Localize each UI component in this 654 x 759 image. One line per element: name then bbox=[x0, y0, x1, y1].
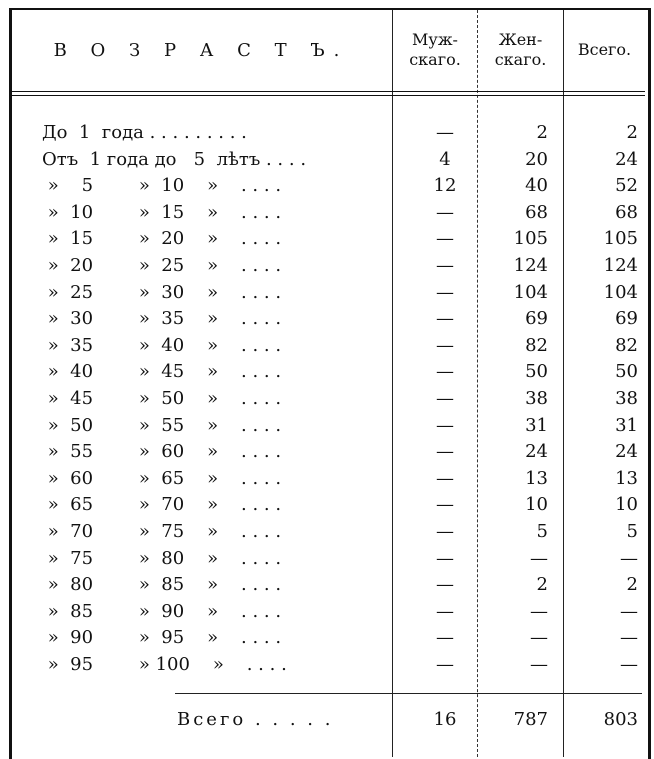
table-body bbox=[12, 120, 645, 678]
header-rule-2 bbox=[12, 95, 645, 96]
row-male: — bbox=[436, 547, 454, 569]
table-row bbox=[12, 652, 645, 679]
table-row bbox=[12, 120, 645, 147]
row-male: — bbox=[436, 494, 454, 516]
table-row bbox=[12, 200, 645, 227]
row-male: — bbox=[436, 228, 454, 250]
header-female-line1: Жен- bbox=[498, 30, 543, 49]
row-male: — bbox=[436, 254, 454, 276]
row-female: 40 bbox=[525, 175, 548, 197]
row-female: 38 bbox=[525, 387, 548, 409]
row-male: — bbox=[436, 281, 454, 303]
row-male: — bbox=[436, 441, 454, 463]
row-label: » 5 » 10 » . . . . bbox=[42, 175, 282, 197]
row-total: — bbox=[620, 600, 638, 622]
row-female: 20 bbox=[525, 148, 548, 170]
table-row bbox=[12, 147, 645, 174]
row-label: » 10 » 15 » . . . . bbox=[42, 201, 282, 223]
row-total: 10 bbox=[615, 494, 638, 516]
table-row bbox=[12, 572, 645, 599]
totals-row bbox=[12, 705, 645, 735]
row-female: 104 bbox=[513, 281, 548, 303]
row-total: 52 bbox=[615, 175, 638, 197]
header-total: Всего. bbox=[577, 40, 632, 59]
row-male: — bbox=[436, 122, 454, 143]
header-age: В О З Р А С Т Ъ. bbox=[53, 39, 349, 61]
row-label: » 70 » 75 » . . . . bbox=[42, 520, 282, 542]
header-female bbox=[478, 10, 563, 90]
table-row bbox=[12, 439, 645, 466]
row-total: 68 bbox=[615, 201, 638, 223]
total-rule bbox=[175, 693, 642, 694]
row-total: 124 bbox=[603, 254, 638, 276]
row-male: — bbox=[436, 308, 454, 330]
row-total: 2 bbox=[626, 574, 638, 596]
row-label: » 35 » 40 » . . . . bbox=[42, 334, 282, 356]
row-label: » 20 » 25 » . . . . bbox=[42, 254, 282, 276]
row-total: 24 bbox=[615, 148, 638, 170]
row-male: — bbox=[436, 334, 454, 356]
header-male-line1: Муж- bbox=[412, 30, 458, 49]
row-total: — bbox=[620, 627, 638, 649]
row-label: » 80 » 85 » . . . . bbox=[42, 574, 282, 596]
row-total: 31 bbox=[615, 414, 638, 436]
table-row bbox=[12, 359, 645, 386]
row-label: » 30 » 35 » . . . . bbox=[42, 308, 282, 330]
table-row bbox=[12, 226, 645, 253]
row-female: 13 bbox=[525, 467, 548, 489]
row-male: 12 bbox=[433, 175, 457, 197]
table-row bbox=[12, 280, 645, 307]
row-female: — bbox=[530, 653, 548, 675]
row-male: — bbox=[436, 467, 454, 489]
row-female: — bbox=[530, 627, 548, 649]
row-total: 24 bbox=[615, 441, 638, 463]
row-label: До 1 года . . . . . . . . . bbox=[42, 122, 247, 143]
row-label: » 40 » 45 » . . . . bbox=[42, 361, 282, 383]
row-female: 10 bbox=[525, 494, 548, 516]
table-row bbox=[12, 386, 645, 413]
row-male: — bbox=[436, 201, 454, 223]
table-row bbox=[12, 306, 645, 333]
row-label: » 55 » 60 » . . . . bbox=[42, 441, 282, 463]
row-male: — bbox=[436, 627, 454, 649]
row-total: 69 bbox=[615, 308, 638, 330]
row-label: » 90 » 95 » . . . . bbox=[42, 627, 282, 649]
table-row bbox=[12, 466, 645, 493]
row-female: — bbox=[530, 547, 548, 569]
table-row bbox=[12, 546, 645, 573]
row-female: 105 bbox=[513, 228, 548, 250]
header-male bbox=[393, 10, 477, 90]
row-female: — bbox=[530, 600, 548, 622]
row-female: 68 bbox=[525, 201, 548, 223]
row-total: — bbox=[620, 653, 638, 675]
row-total: 104 bbox=[603, 281, 638, 303]
row-total: 38 bbox=[615, 387, 638, 409]
totals-label: Всего . . . . . bbox=[177, 709, 334, 730]
row-total: 5 bbox=[626, 520, 638, 542]
row-female: 69 bbox=[525, 308, 548, 330]
row-total: 105 bbox=[603, 228, 638, 250]
table-row bbox=[12, 413, 645, 440]
header-rule-1 bbox=[12, 91, 645, 92]
row-male: — bbox=[436, 361, 454, 383]
row-label: » 65 » 70 » . . . . bbox=[42, 494, 282, 516]
row-label: » 75 » 80 » . . . . bbox=[42, 547, 282, 569]
row-total: 2 bbox=[626, 122, 638, 143]
totals-total: 803 bbox=[603, 709, 638, 730]
row-label: » 95 » 100 » . . . . bbox=[42, 653, 287, 675]
row-female: 2 bbox=[536, 122, 548, 143]
row-label: » 15 » 20 » . . . . bbox=[42, 228, 282, 250]
table-row bbox=[12, 625, 645, 652]
table-row bbox=[12, 253, 645, 280]
totals-male: 16 bbox=[433, 709, 457, 730]
header-male-line2: скаго. bbox=[409, 50, 461, 69]
row-female: 5 bbox=[536, 520, 548, 542]
row-male: — bbox=[436, 574, 454, 596]
row-male: — bbox=[436, 653, 454, 675]
row-male: — bbox=[436, 387, 454, 409]
row-female: 50 bbox=[525, 361, 548, 383]
row-label: » 45 » 50 » . . . . bbox=[42, 387, 282, 409]
table-row bbox=[12, 519, 645, 546]
row-male: 4 bbox=[439, 148, 451, 170]
row-label: » 25 » 30 » . . . . bbox=[42, 281, 282, 303]
row-female: 2 bbox=[536, 574, 548, 596]
table-row bbox=[12, 492, 645, 519]
row-total: 50 bbox=[615, 361, 638, 383]
row-female: 31 bbox=[525, 414, 548, 436]
table-row bbox=[12, 173, 645, 200]
header-female-line2: скаго. bbox=[494, 50, 547, 69]
row-male: — bbox=[436, 520, 454, 542]
row-female: 82 bbox=[525, 334, 548, 356]
row-label: Отъ 1 года до 5 лѣтъ . . . . bbox=[42, 148, 307, 170]
row-label: » 60 » 65 » . . . . bbox=[42, 467, 282, 489]
row-label: » 50 » 55 » . . . . bbox=[42, 414, 282, 436]
row-female: 124 bbox=[513, 254, 548, 276]
row-male: — bbox=[436, 414, 454, 436]
row-female: 24 bbox=[525, 441, 548, 463]
row-total: — bbox=[620, 547, 638, 569]
row-label: » 85 » 90 » . . . . bbox=[42, 600, 282, 622]
row-male: — bbox=[436, 600, 454, 622]
totals-female: 787 bbox=[513, 709, 548, 730]
table-row bbox=[12, 333, 645, 360]
row-total: 13 bbox=[615, 467, 638, 489]
row-total: 82 bbox=[615, 334, 638, 356]
table-row bbox=[12, 599, 645, 626]
